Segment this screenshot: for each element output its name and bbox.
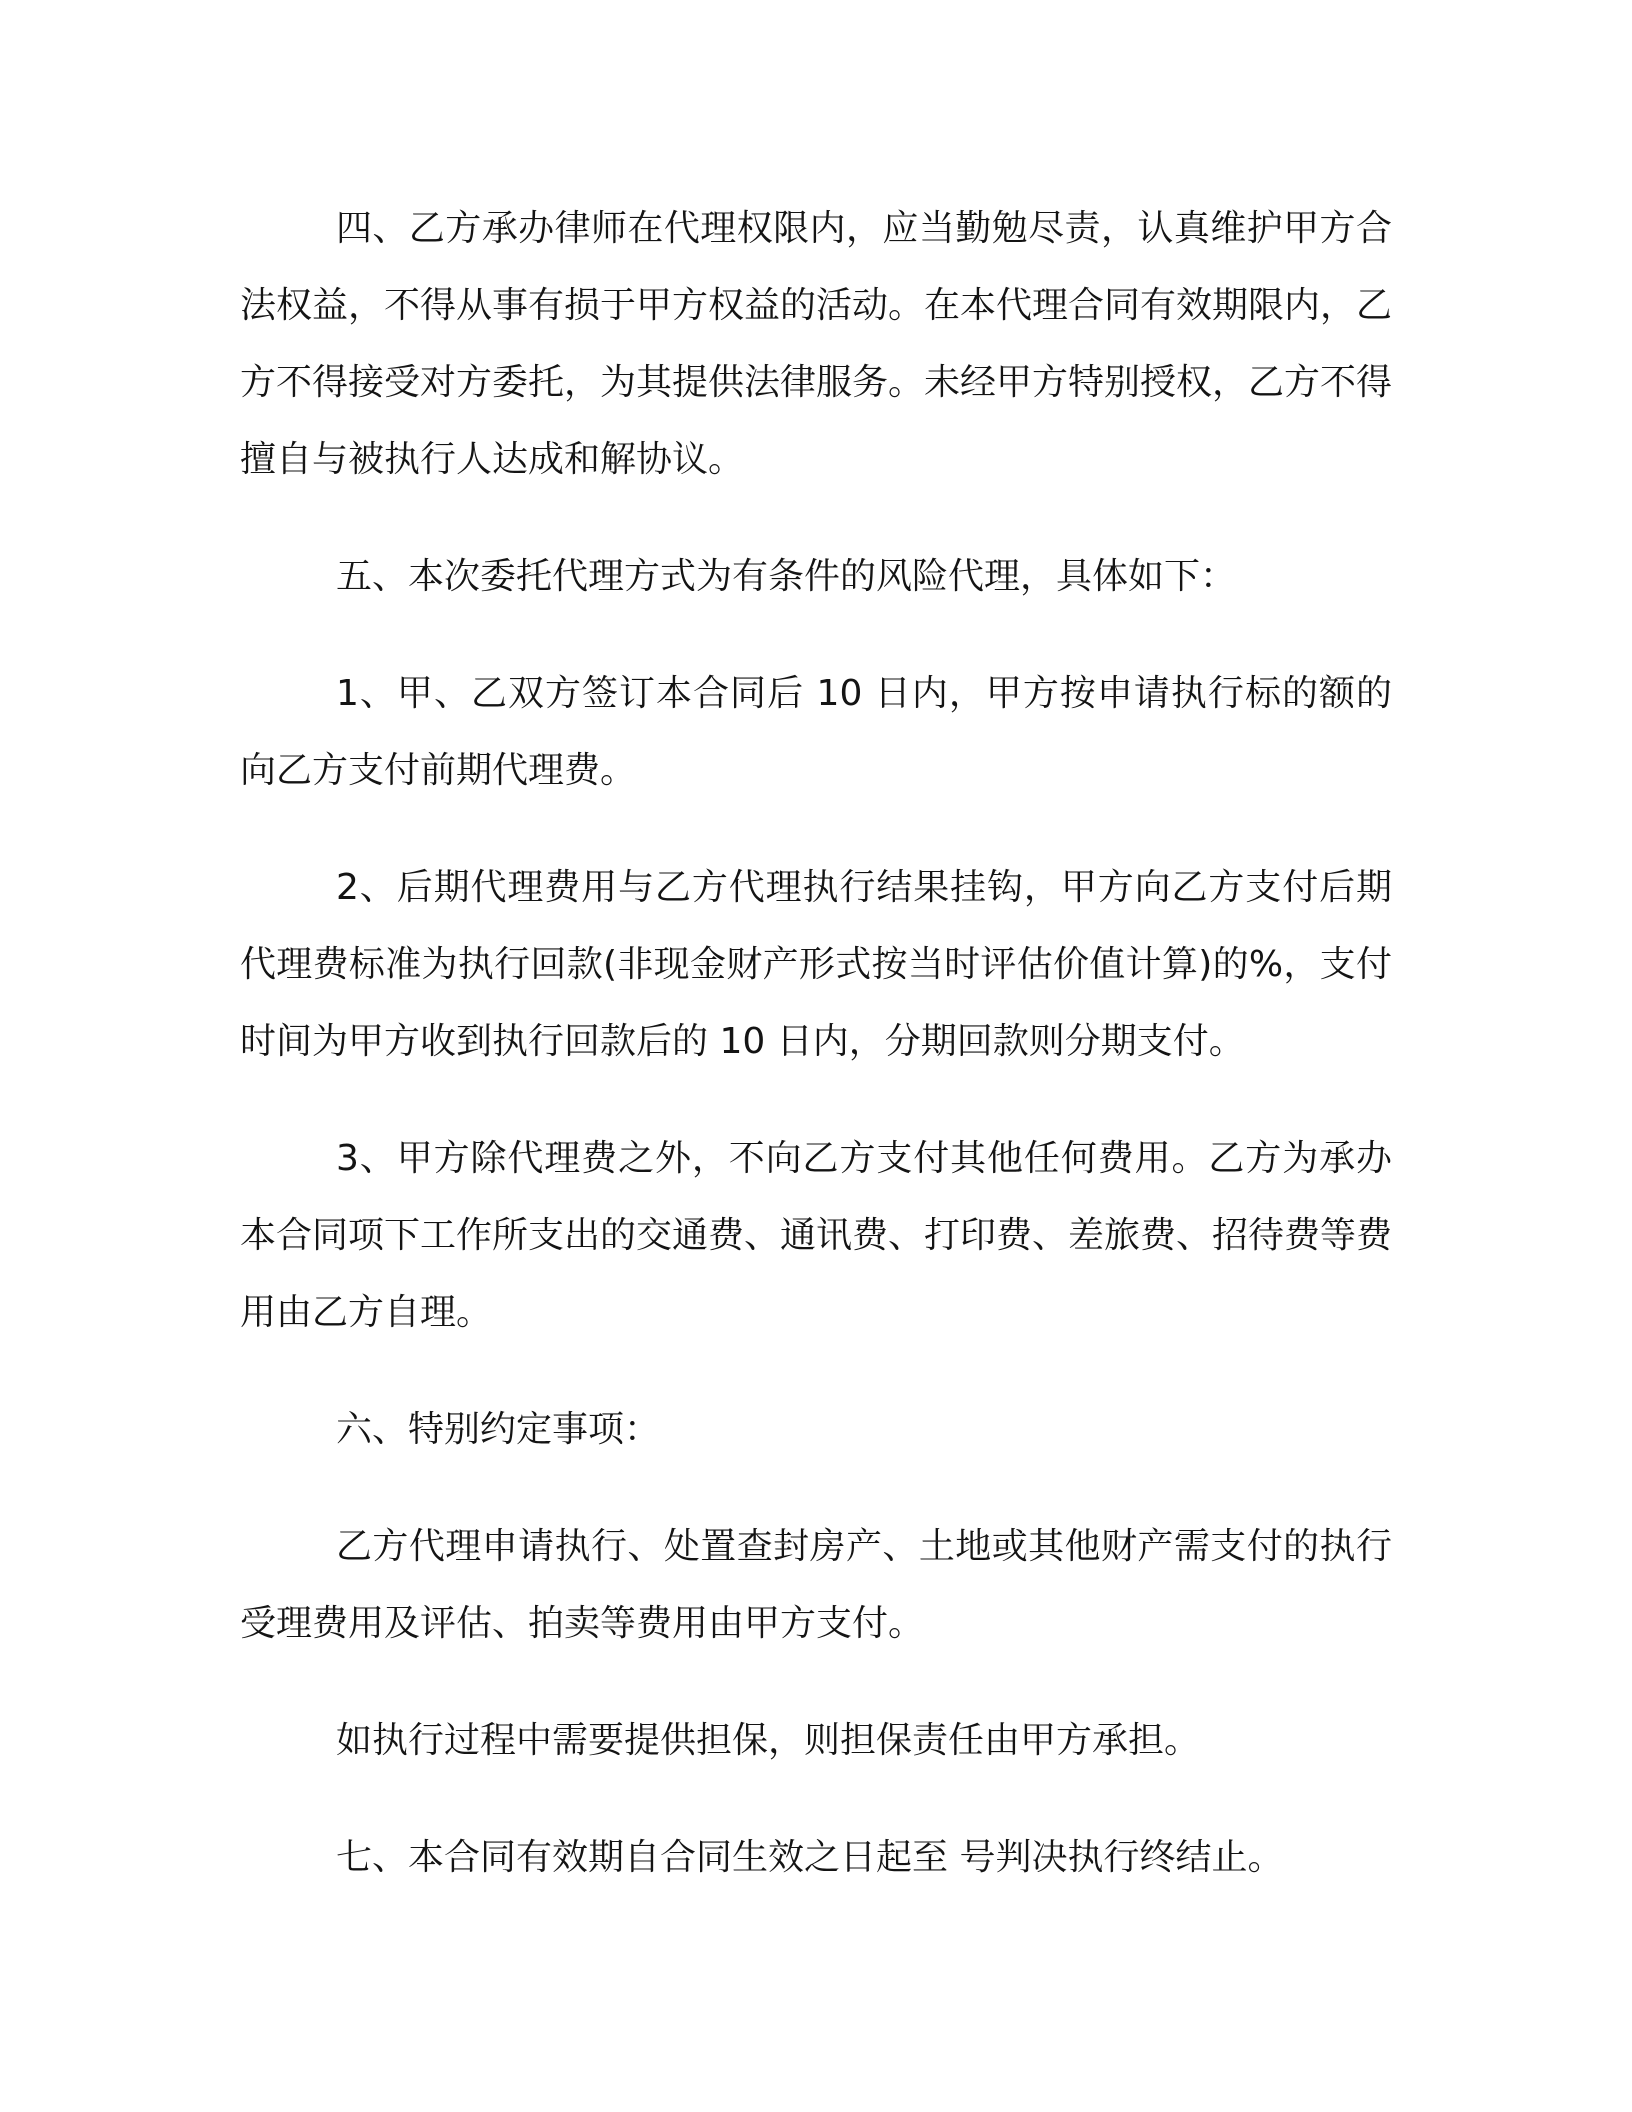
paragraph-clause-4: 四、乙方承办律师在代理权限内，应当勤勉尽责，认真维护甲方合法权益，不得从事有损于甲方权益的活动。在本代理合同有效期限内，乙方不得接受对方委托，为其提供法律服务。未经甲方特别授权，乙方不得擅自与被执行人达成和解协议。 bbox=[240, 208, 1393, 480]
document-body bbox=[240, 190, 1392, 1896]
paragraph-clause-5-item-1: 1、甲、乙双方签订本合同后 10 日内，甲方按申请执行标的额的向乙方支付前期代理费。 bbox=[240, 673, 1392, 791]
paragraph-clause-6-detail-2: 如执行过程中需要提供担保，则担保责任由甲方承担。 bbox=[336, 1720, 1201, 1761]
paragraph-clause-6: 六、特别约定事项： bbox=[336, 1409, 661, 1450]
paragraph-clause-6-detail-1: 乙方代理申请执行、处置查封房产、土地或其他财产需支付的执行受理费用及评估、拍卖等费用由甲方支付。 bbox=[240, 1526, 1392, 1644]
paragraph-clause-7: 七、本合同有效期自合同生效之日起至 号判决执行终结止。 bbox=[336, 1837, 1284, 1878]
paragraph-clause-5: 五、本次委托代理方式为有条件的风险代理，具体如下： bbox=[336, 556, 1237, 597]
paragraph-clause-5-item-2: 2、后期代理费用与乙方代理执行结果挂钩，甲方向乙方支付后期代理费标准为执行回款(非现金财产形式按当时评估价值计算)的%，支付时间为甲方收到执行回款后的 10 日内，分期回款则分期支付。 bbox=[240, 867, 1392, 1062]
paragraph-clause-5-item-3: 3、甲方除代理费之外，不向乙方支付其他任何费用。乙方为承办本合同项下工作所支出的交通费、通讯费、打印费、差旅费、招待费等费用由乙方自理。 bbox=[240, 1138, 1393, 1333]
